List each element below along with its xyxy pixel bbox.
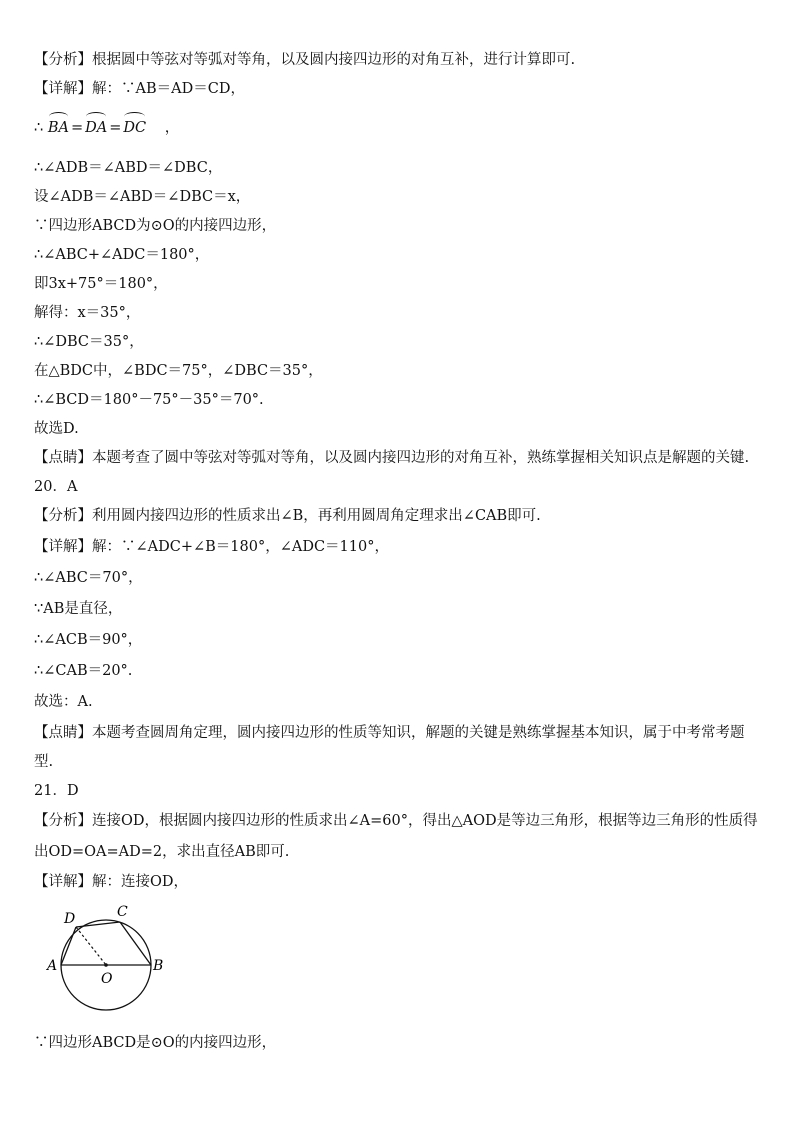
let-x-line: 设∠ADB＝∠ABD＝∠DBC＝x，: [34, 189, 251, 205]
equation-line: 即3x+75°＝180°，: [34, 276, 168, 292]
comment-line-19: 【点睛】本题考查了圆中等弦对等弧对等角，以及圆内接四边形的对角互补，熟练掌握相关知识点是解题的关键.: [34, 450, 750, 466]
arc-equation-line: [34, 112, 770, 138]
answer-d-line: 故选D.: [34, 421, 79, 437]
circle-figure: [40, 900, 180, 1025]
question-21-header: 21．D: [34, 783, 79, 799]
dbc-result-line: ∴∠DBC＝35°，: [34, 334, 144, 350]
label-c: C: [117, 904, 128, 920]
supplementary-line: ∴∠ABC+∠ADC＝180°，: [34, 247, 210, 263]
therefore-symbol: ∴: [34, 120, 44, 136]
analysis-line-21: 【分析】连接OD，根据圆内接四边形的性质求出∠A=60°，得出△AOD是等边三角形，根据等边三角形的性质得: [34, 813, 758, 829]
comment-line-20: 【点睛】本题考查圆周角定理，圆内接四边形的性质等知识，解题的关键是熟练掌握基本知识，属于中考常考题: [34, 725, 745, 741]
center-point-o: [104, 963, 108, 967]
arc-dc: DC: [123, 112, 146, 138]
solution-line-21: 【详解】解：连接OD，: [34, 874, 189, 890]
equal-angles-line: ∴∠ADB＝∠ABD＝∠DBC，: [34, 160, 223, 176]
analysis-line-20: 【分析】利用圆内接四边形的性质求出∠B，再利用圆周角定理求出∠CAB即可.: [34, 508, 541, 524]
arc-equals-2: =: [109, 120, 122, 136]
analysis-line-19: 【分析】根据圆中等弦对等弧对等角，以及圆内接四边形的对角互补，进行计算即可.: [34, 52, 576, 68]
solution-line-19: 【详解】解：∵AB＝AD＝CD，: [34, 81, 245, 97]
bcd-result-line: ∴∠BCD＝180°－75°－35°＝70°.: [34, 392, 264, 408]
arc-equals-1: =: [70, 120, 84, 136]
inscribed-quad-line-21: ∵四边形ABCD是⊙O的内接四边形，: [34, 1035, 277, 1051]
label-d: D: [64, 911, 76, 927]
comment-line-20-cont: 型.: [34, 754, 54, 770]
segment-od-dashed: [76, 927, 106, 965]
label-o: O: [101, 971, 113, 987]
arc-ba: BA: [48, 112, 69, 138]
abc-result-line: ∴∠ABC＝70°，: [34, 570, 143, 586]
segment-dc: [76, 922, 120, 927]
inscribed-quad-line: ∵四边形ABCD为⊙O的内接四边形，: [34, 218, 277, 234]
triangle-bdc-line: 在△BDC中，∠BDC＝75°，∠DBC＝35°，: [34, 363, 323, 379]
segment-ad: [61, 927, 76, 965]
acb-result-line: ∴∠ACB＝90°，: [34, 632, 143, 648]
diameter-line: ∵AB是直径，: [34, 601, 123, 617]
arc-comma: ，: [164, 120, 180, 136]
arc-da: DA: [85, 112, 107, 138]
label-a: A: [47, 958, 58, 974]
question-20-header: 20．A: [34, 479, 78, 495]
segment-cb: [120, 922, 151, 965]
solution-line-20: 【详解】解：∵∠ADC+∠B＝180°，∠ADC＝110°，: [34, 539, 389, 555]
cab-result-line: ∴∠CAB＝20°.: [34, 663, 133, 679]
solve-line: 解得：x＝35°，: [34, 305, 141, 321]
analysis-line-21-cont: 出OD=OA=AD=2，求出直径AB即可.: [34, 844, 290, 860]
answer-a-line: 故选：A.: [34, 694, 93, 710]
arc-equation: [48, 112, 146, 138]
label-b: B: [153, 958, 164, 974]
